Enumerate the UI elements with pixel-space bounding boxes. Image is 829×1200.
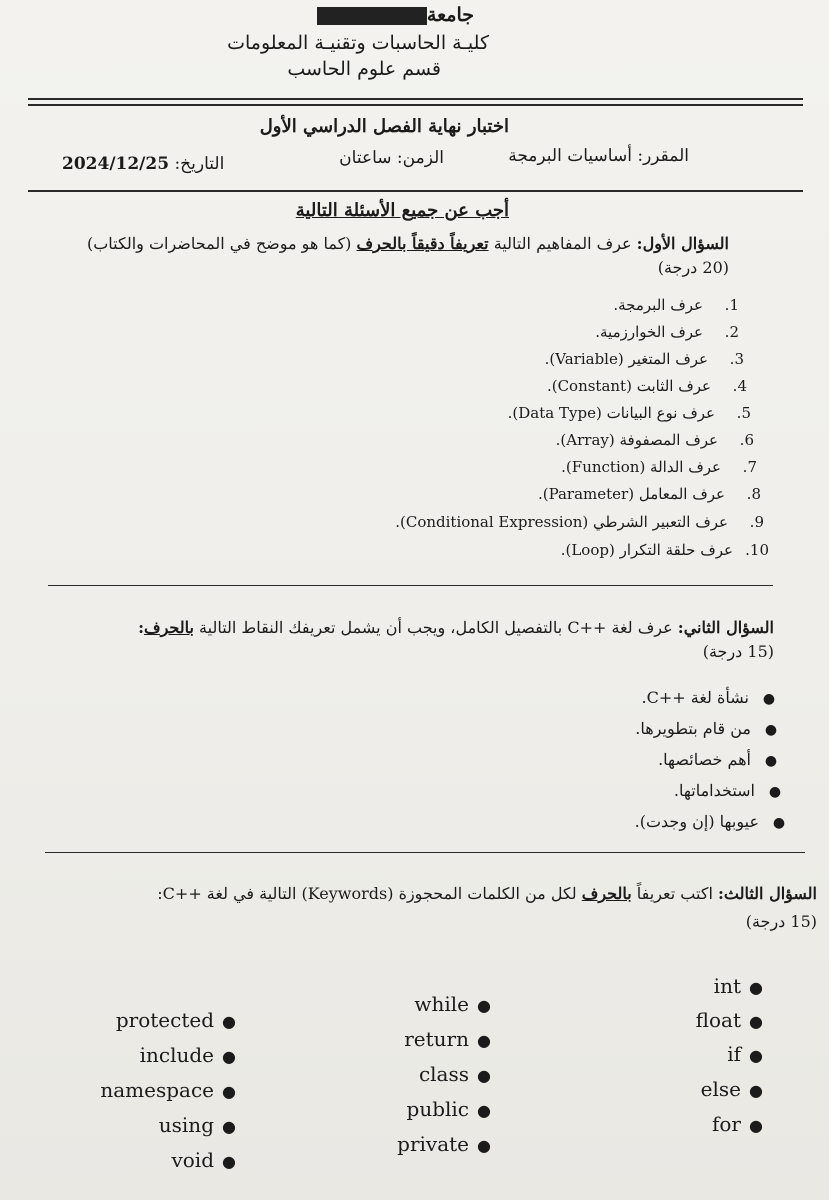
keyword-text: void — [171, 1148, 214, 1172]
keyword-text: else — [700, 1077, 741, 1101]
q1-text-a: عرف المفاهيم التالية — [493, 234, 632, 253]
college-name: كليـة الحاسبات وتقنيـة المعلومات — [227, 32, 489, 54]
q1-item-number: 3. — [729, 350, 744, 368]
bullet-icon: ● — [764, 753, 778, 769]
q1-item — [561, 458, 757, 476]
keyword-item — [100, 1078, 244, 1102]
keyword-item — [714, 974, 771, 998]
keyword-item — [404, 1027, 499, 1051]
q1-item-text: عرف التعبير الشرطي (Conditional Expression). — [395, 513, 728, 531]
keyword-item — [712, 1112, 771, 1136]
bullet-icon: ● — [749, 1116, 763, 1135]
q2-rule — [45, 852, 805, 853]
keyword-item — [140, 1043, 244, 1067]
q1-item-number: 10. — [745, 541, 769, 559]
q1-item-text: عرف المتغير (Variable). — [544, 350, 708, 368]
q1-item-number: 7. — [742, 458, 757, 476]
keyword-item — [419, 1062, 499, 1086]
q2-text-c: : — [138, 618, 144, 637]
q1-label: السؤال الأول: — [636, 234, 729, 253]
q1-item — [556, 431, 754, 449]
keyword-text: include — [139, 1043, 214, 1067]
bullet-icon: ● — [477, 996, 491, 1015]
q1-text-b: تعريفاً دقيقاً بالحرف — [356, 234, 489, 253]
bullet-icon: ● — [222, 1012, 236, 1031]
keyword-text: return — [404, 1027, 469, 1051]
q1-item-text: عرف الثابت (Constant). — [546, 377, 711, 395]
q1-item — [547, 377, 747, 395]
date-value: 2024/12/25 — [62, 154, 170, 174]
keyword-text: if — [727, 1042, 741, 1066]
q1-item — [561, 541, 769, 559]
q1-item-text: عرف المصفوفة (Array). — [555, 431, 718, 449]
instruction: أجب عن جميع الأسئلة التالية — [295, 200, 509, 221]
keyword-text: protected — [115, 1008, 214, 1032]
q2-text-b: بالحرف — [143, 618, 194, 637]
q1-item — [508, 404, 751, 422]
q1-item-number: 1. — [724, 296, 739, 314]
bullet-icon: ● — [749, 1046, 763, 1065]
keyword-text: class — [418, 1062, 469, 1086]
q3-text — [77, 880, 817, 936]
q2-item — [674, 781, 795, 800]
q1-item — [538, 485, 761, 503]
university-name: جامعة — [426, 4, 474, 26]
keyword-text: float — [695, 1008, 741, 1032]
bullet-icon: ● — [222, 1082, 236, 1101]
q1-item-number: 2. — [724, 323, 739, 341]
q2-item — [658, 750, 791, 769]
q2-item — [635, 812, 799, 831]
time-label: الزمن: ساعتان — [339, 148, 444, 168]
q2-text — [54, 616, 774, 664]
q2-item — [642, 688, 789, 707]
q3-marks: (15 درجة) — [745, 912, 817, 931]
q1-text-c: (كما هو موضح في المحاضرات والكتاب) — [86, 234, 352, 253]
date-label: التاريخ: — [174, 154, 225, 174]
q1-item-number: 4. — [732, 377, 747, 395]
keyword-item — [727, 1042, 771, 1066]
date-rule — [28, 190, 803, 192]
q1-item-number: 9. — [749, 513, 764, 531]
q3-label: السؤال الثالث: — [717, 884, 817, 903]
q1-rule — [48, 585, 773, 586]
keyword-text: public — [406, 1097, 469, 1121]
header-rule-top — [28, 98, 803, 100]
q1-item-text: عرف الدالة (Function). — [561, 458, 721, 476]
bullet-icon: ● — [749, 978, 763, 997]
q2-item-text: استخداماتها. — [673, 781, 755, 800]
bullet-icon: ● — [768, 784, 782, 800]
q1-item-number: 8. — [746, 485, 761, 503]
keyword-text: using — [158, 1113, 214, 1137]
q3-text-c: لكل من الكلمات المحجوزة (Keywords) التالية في لغة ++C: — [157, 884, 577, 903]
q1-item — [613, 296, 739, 314]
keyword-text: namespace — [100, 1078, 214, 1102]
q1-item-text: عرف الخوارزمية. — [595, 323, 703, 341]
header-rule-bottom — [28, 104, 803, 106]
q2-item — [635, 719, 791, 738]
university-line — [311, 4, 474, 26]
q2-item-text: نشأة لغة ++C. — [641, 688, 749, 707]
bullet-icon: ● — [477, 1101, 491, 1120]
bullet-icon: ● — [222, 1152, 236, 1171]
keyword-item — [171, 1148, 244, 1172]
q1-item — [545, 350, 744, 368]
keyword-item — [397, 1132, 499, 1156]
bullet-icon: ● — [749, 1012, 763, 1031]
q1-item-text: عرف البرمجة. — [613, 296, 703, 314]
bullet-icon: ● — [477, 1031, 491, 1050]
q1-item-text: عرف حلقة التكرار (Loop). — [560, 541, 733, 559]
keyword-text: for — [711, 1112, 741, 1136]
q1-marks: (20 درجة) — [657, 258, 729, 277]
bullet-icon: ● — [749, 1081, 763, 1100]
q1-item-text: عرف المعامل (Parameter). — [537, 485, 725, 503]
q2-item-text: أهم خصائصها. — [658, 750, 751, 769]
q2-marks: (15 درجة) — [702, 642, 774, 661]
keyword-item — [407, 1097, 499, 1121]
q2-text-a: عرف لغة ++C بالتفصيل الكامل، ويجب أن يشمل تعريفك النقاط التالية — [199, 618, 673, 637]
course-label: المقرر: أساسيات البرمجة — [508, 146, 689, 166]
date-line — [62, 154, 224, 174]
q2-item-text: عيوبها (إن وجدت). — [634, 812, 759, 831]
keyword-item — [696, 1008, 771, 1032]
q1-item-number: 6. — [739, 431, 754, 449]
keyword-text: private — [397, 1132, 469, 1156]
bullet-icon: ● — [477, 1136, 491, 1155]
q1-text — [69, 232, 729, 280]
keyword-text: int — [713, 974, 741, 998]
bullet-icon: ● — [762, 691, 776, 707]
q3-text-a: اكتب تعريفاً — [636, 884, 713, 903]
department-name: قسم علوم الحاسب — [287, 58, 441, 80]
q1-item-number: 5. — [736, 404, 751, 422]
q3-text-b: بالحرف — [581, 884, 632, 903]
keyword-item — [159, 1113, 244, 1137]
keyword-item — [701, 1077, 771, 1101]
q2-label: السؤال الثاني: — [677, 618, 774, 637]
q1-item-text: عرف نوع البيانات (Data Type). — [507, 404, 715, 422]
q1-item — [595, 323, 739, 341]
bullet-icon: ● — [222, 1047, 236, 1066]
keyword-item — [414, 992, 499, 1016]
keyword-item — [116, 1008, 244, 1032]
q2-item-text: من قام بتطويرها. — [635, 719, 751, 738]
bullet-icon: ● — [764, 722, 778, 738]
redacted-name — [317, 7, 427, 25]
q1-item — [395, 513, 764, 531]
keyword-text: while — [414, 992, 469, 1016]
bullet-icon: ● — [222, 1117, 236, 1136]
bullet-icon: ● — [477, 1066, 491, 1085]
bullet-icon: ● — [772, 815, 786, 831]
exam-title: اختبار نهاية الفصل الدراسي الأول — [259, 116, 509, 137]
